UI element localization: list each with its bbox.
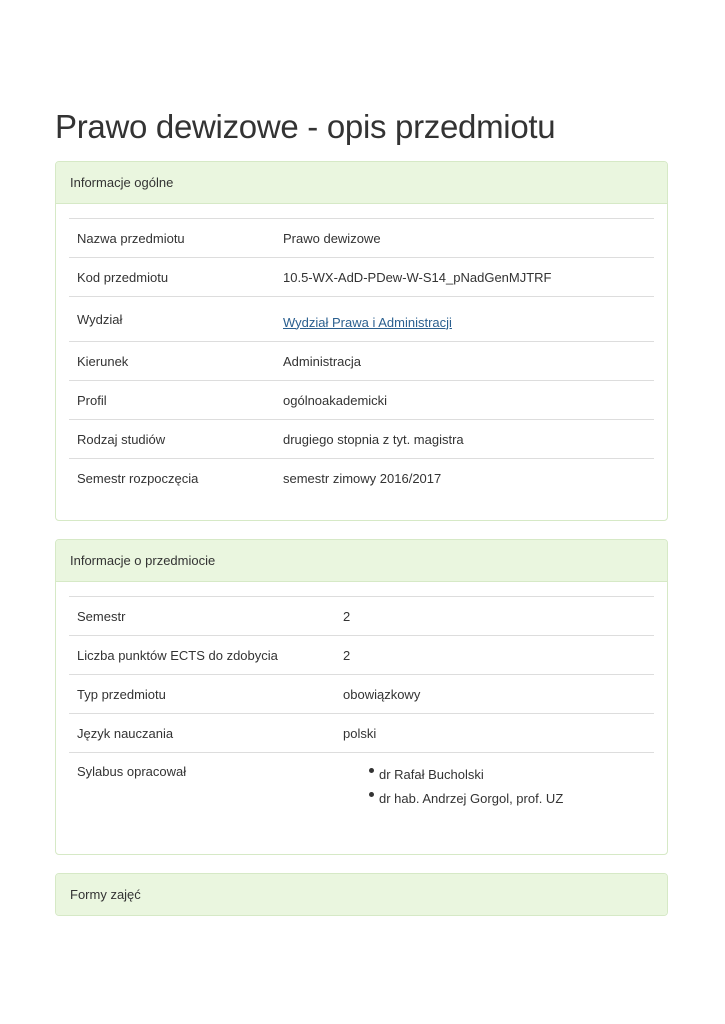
table-row: [69, 420, 654, 459]
table-row: [69, 714, 654, 753]
table-row: [69, 459, 654, 498]
table-row: [69, 636, 654, 675]
subject-info-panel: [55, 539, 668, 855]
table-row: [69, 297, 654, 342]
table-row: [69, 219, 654, 258]
row-label: Kierunek: [69, 342, 275, 381]
row-value: Prawo dewizowe: [275, 219, 654, 258]
table-row: [69, 675, 654, 714]
row-label: Liczba punktów ECTS do zdobycia: [69, 636, 335, 675]
row-label: Wydział: [69, 297, 275, 342]
row-label: Kod przedmiotu: [69, 258, 275, 297]
row-label: Rodzaj studiów: [69, 420, 275, 459]
row-value: ogólnoakademicki: [275, 381, 654, 420]
general-info-heading: Informacje ogólne: [56, 162, 667, 204]
row-value: 2: [335, 636, 654, 675]
row-label: Język nauczania: [69, 714, 335, 753]
subject-info-heading: Informacje o przedmiocie: [56, 540, 667, 582]
list-item: dr hab. Andrzej Gorgol, prof. UZ: [379, 787, 646, 811]
row-value: 10.5-WX-AdD-PDew-W-S14_pNadGenMJTRF: [275, 258, 654, 297]
row-label: Nazwa przedmiotu: [69, 219, 275, 258]
row-value: obowiązkowy: [335, 675, 654, 714]
subject-info-table: [69, 596, 654, 811]
general-info-table: [69, 218, 654, 497]
table-row: [69, 753, 654, 812]
row-value: semestr zimowy 2016/2017: [275, 459, 654, 498]
row-value: [335, 753, 654, 812]
row-label: Semestr: [69, 597, 335, 636]
row-label: Typ przedmiotu: [69, 675, 335, 714]
row-value: Administracja: [275, 342, 654, 381]
row-label: Sylabus opracował: [69, 753, 335, 812]
faculty-link[interactable]: Wydział Prawa i Administracji: [283, 314, 452, 330]
row-value: drugiego stopnia z tyt. magistra: [275, 420, 654, 459]
list-item: dr Rafał Bucholski: [379, 763, 646, 787]
table-row: [69, 597, 654, 636]
table-row: [69, 258, 654, 297]
forms-panel: [55, 873, 668, 916]
forms-heading: Formy zajęć: [56, 874, 667, 916]
general-info-panel: [55, 161, 668, 521]
row-label: Semestr rozpoczęcia: [69, 459, 275, 498]
page-title: Prawo dewizowe - opis przedmiotu: [55, 108, 556, 145]
row-value: [275, 297, 654, 342]
table-row: [69, 342, 654, 381]
syllabus-authors-list: [343, 763, 646, 811]
row-value: 2: [335, 597, 654, 636]
row-label: Profil: [69, 381, 275, 420]
row-value: polski: [335, 714, 654, 753]
table-row: [69, 381, 654, 420]
